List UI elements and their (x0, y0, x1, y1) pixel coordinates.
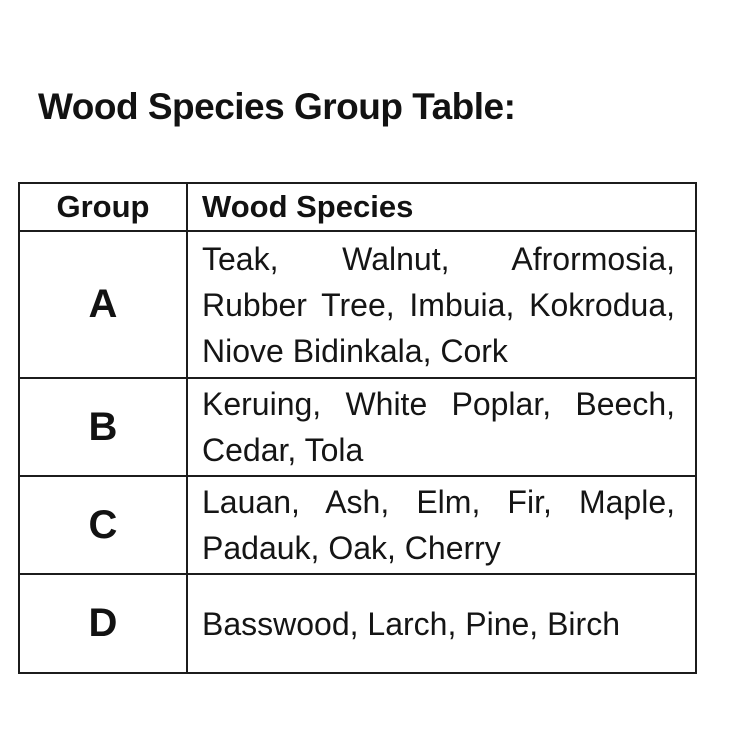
table-header-row (19, 183, 696, 231)
group-cell-c: C (19, 476, 187, 574)
table-row (19, 378, 696, 476)
group-cell-d: D (19, 574, 187, 673)
group-cell-a: A (19, 231, 187, 378)
table-row (19, 231, 696, 378)
species-cell-a: Teak, Walnut, Afrormosia, Rubber Tree, Imbuia, Kokrodua, Niove Bidinkala, Cork (187, 231, 696, 378)
column-header-wood-species: Wood Species (187, 183, 696, 231)
wood-species-table (18, 182, 697, 674)
species-cell-c: Lauan, Ash, Elm, Fir, Maple, Padauk, Oak, Cherry (187, 476, 696, 574)
column-header-group: Group (19, 183, 187, 231)
species-cell-b: Keruing, White Poplar, Beech, Cedar, Tola (187, 378, 696, 476)
table-row (19, 574, 696, 673)
group-cell-b: B (19, 378, 187, 476)
species-cell-d: Basswood, Larch, Pine, Birch (187, 574, 696, 673)
page-title: Wood Species Group Table: (38, 86, 516, 127)
table-row (19, 476, 696, 574)
